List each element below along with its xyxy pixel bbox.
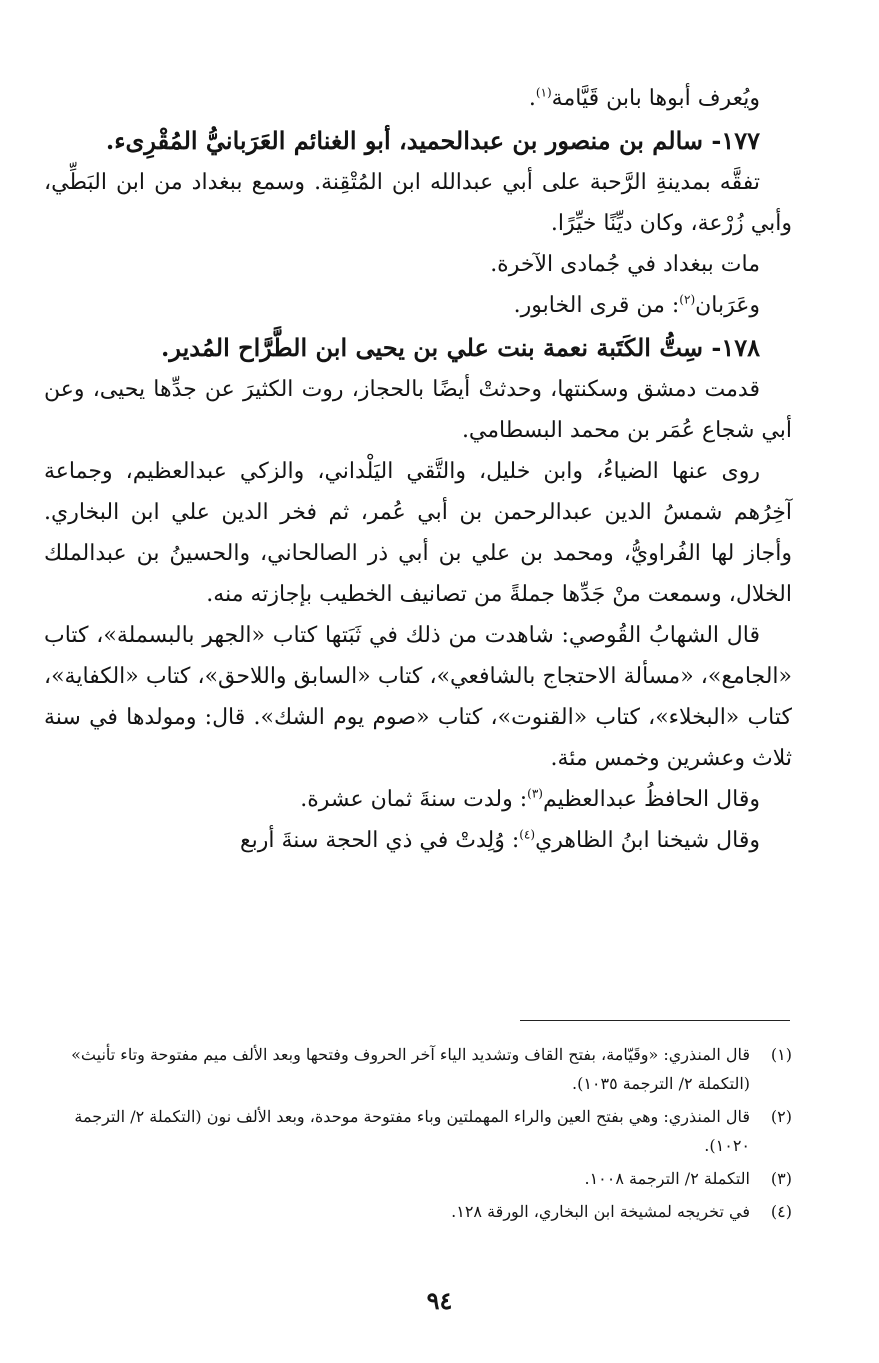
- footnote-ref[interactable]: (٣): [527, 786, 543, 801]
- footnote-item: [48, 1102, 792, 1160]
- paragraph: قال الشهابُ القُوصي: شاهدت من ذلك في ثَبَتها كتاب «الجهر بالبسملة»، كتاب «الجامع»، «مسألة الاحتجاج بالشافعي»، كتاب «السابق واللاحق»، كتاب «الكفاية»، كتاب «البخلاء»، كتاب «القنوت»، كتاب «صوم يوم الشك». قال: ومولدها في سنة ثلاث وعشرين وخمس مئة.: [44, 623, 792, 771]
- text-run: وقال الحافظُ عبدالعظيم: [542, 787, 760, 812]
- paragraph: قدمت دمشق وسكنتها، وحدثتْ أيضًا بالحجاز، روت الكثيرَ عن جدِّها يحيى، وعن أبي شجاع عُمَر بن محمد البسطامي.: [44, 377, 792, 443]
- paragraph: [44, 779, 792, 820]
- footnote-text: قال المنذري: «وقَيّامة، بفتح القاف وتشديد الياء آخر الحروف وفتحها وبعد الألف ميم مفتوحة وتاء تأنيث» (التكملة ٢/ الترجمة ١٠٣٥).: [71, 1045, 750, 1093]
- text-run: : من قرى الخابور.: [513, 293, 680, 318]
- page-body: [44, 78, 792, 861]
- footnote-text: قال المنذري: وهي بفتح العين والراء المهملتين وباء مفتوحة موحدة، وبعد الألف نون (التكملة ٢/ الترجمة ١٠٢٠).: [74, 1107, 750, 1155]
- text-run: ويُعرف أبوها بابن قَيَّامة: [551, 86, 760, 111]
- paragraph: [44, 285, 792, 326]
- page-number: ٩٤: [426, 1286, 453, 1315]
- footnote-item: [48, 1164, 792, 1193]
- footnote-item: [48, 1040, 792, 1098]
- footnotes: [48, 1040, 792, 1230]
- footnote-ref[interactable]: (١): [535, 85, 552, 100]
- footnote-number: (٣): [770, 1169, 792, 1188]
- text-run: : وُلِدتْ في ذي الحجة سنةَ أربع: [239, 828, 520, 853]
- paragraph: [44, 820, 792, 861]
- paragraph: مات ببغداد في جُمادى الآخرة.: [490, 252, 760, 277]
- text-run: وعَرَبان: [695, 293, 760, 318]
- text-run: : ولدت سنةَ ثمان عشرة.: [300, 787, 528, 812]
- footnote-ref[interactable]: (٢): [679, 292, 696, 307]
- entry-heading-177: ١٧٧- سالم بن منصور بن عبدالحميد، أبو الغنائم العَرَبانيُّ المُقْرِىء.: [105, 126, 760, 155]
- text-run: وقال شيخنا ابنُ الظاهري: [535, 828, 760, 853]
- footnote-number: (٤): [770, 1202, 792, 1221]
- footnote-number: (١): [770, 1045, 792, 1064]
- paragraph: روى عنها الضياءُ، وابن خليل، والتَّقي اليَلْداني، والزكي عبدالعظيم، وجماعة آخِرُهم شمسُ الدين عبدالرحمن بن أبي عُمر، ثم فخر الدين علي ابن البخاري. وأجاز لها الفُراويُّ، ومحمد بن علي بن أبي ذر الصالحاني، والحسينُ بن عبدالملك الخلال، وسمعت منْ جَدِّها جملةً من تصانيف الخطيب بإجازته منه.: [44, 459, 792, 607]
- footnote-number: (٢): [770, 1107, 792, 1126]
- footnote-item: [48, 1197, 792, 1226]
- footnote-text: التكملة ٢/ الترجمة ١٠٠٨.: [584, 1169, 750, 1188]
- footnote-divider: [520, 1020, 790, 1021]
- paragraph: [44, 78, 792, 119]
- paragraph: تفقَّه بمدينةِ الرَّحبة على أبي عبدالله ابن المُتْقِنة. وسمع ببغداد من ابن البَطِّي، وأبي زُرْعة، وكان ديِّنًا خيِّرًا.: [44, 170, 792, 236]
- footnote-text: في تخريجه لمشيخة ابن البخاري، الورقة ١٢٨.: [451, 1202, 750, 1221]
- text-run: .: [528, 86, 536, 111]
- entry-heading-178: ١٧٨- سِتُّ الكَتَبة نعمة بنت علي بن يحيى ابن الطَّرَّاح المُدير.: [161, 333, 760, 362]
- footnote-ref[interactable]: (٤): [519, 827, 536, 842]
